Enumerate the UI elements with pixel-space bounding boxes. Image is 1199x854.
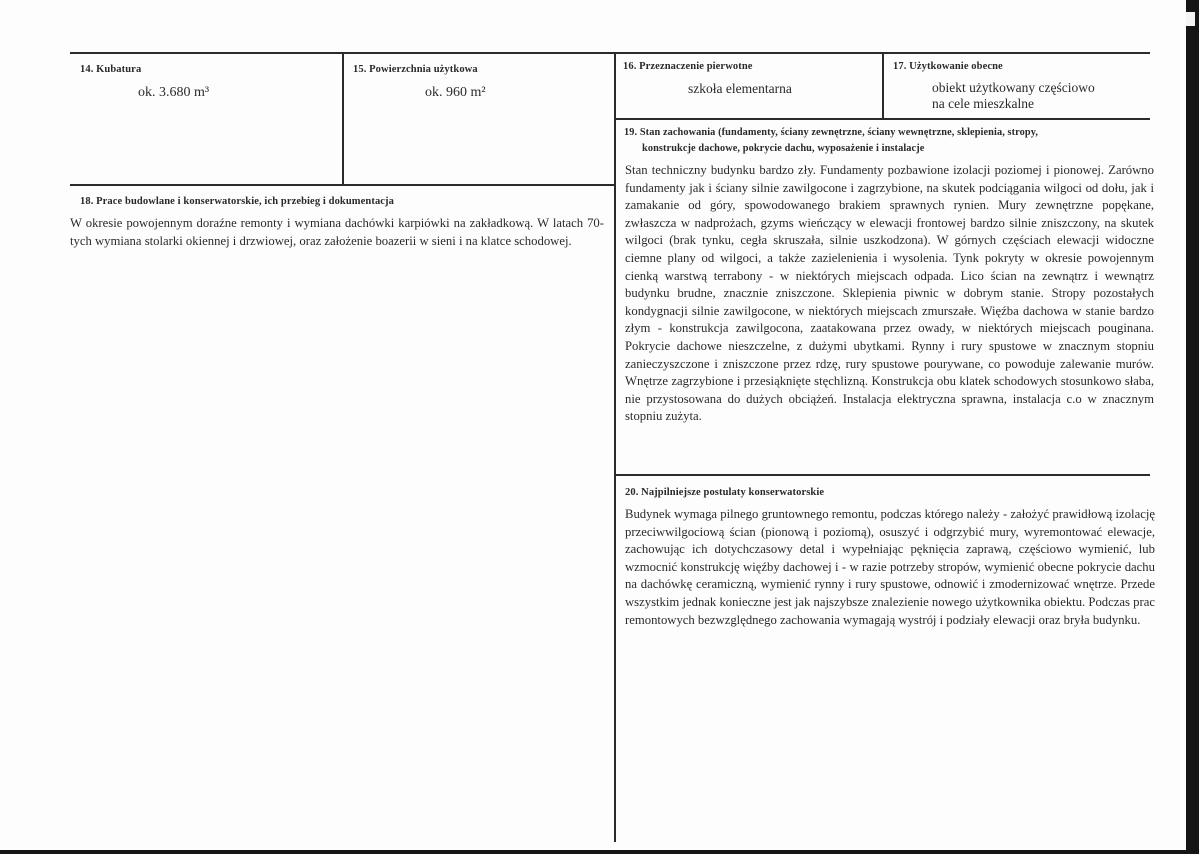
field-18-label: 18. Prace budowlane i konserwatorskie, ich przebieg i dokumentacja <box>80 196 395 207</box>
field-17-value-line1: obiekt użytkowany częściowo <box>932 80 1095 95</box>
rule-18-top <box>70 184 615 186</box>
field-15-label: 15. Powierzchnia użytkowa <box>353 64 478 75</box>
field-19-text: Stan techniczny budynku bardzo zły. Fundamenty pozbawione izolacji poziomej i pionowej. Zarówno fundamenty jak i ściany silnie zawilgocone i zagrzybione, na skutek podciągania wilgoci od dołu, jak i zamakanie od góry, spowodowanego brakiem sprawnych rynien. Mury zewnętrzne popękane, zwłaszcza w nadprożach, gzyms wieńczący w elewacji frontowej bardzo silnie zniszczony, na skutek wilgoci (brak tynku, cegła skruszała, silnie uszkodzona). W górnych częściach elewacji widoczne ciemne plany od wilgoci, a także zazielenienia i wysolenia. Tynk pokryty w okresie powojennym cienką warstwą terrabony - w niektórych miejscach odpada. Lico ścian na zewnątrz i wewnątrz budynku brudne, znacznie zniszczone. Sklepienia piwnic w dobrym stanie. Stropy pozostałych kondygnacji silnie zawilgocone, w niektórych miejscach zmurszałe. Więźba dachowa w stanie bardzo złym - konstrukcja zawilgocona, zaatakowana przez owady, w niektórych miejscach pouginana. Pokrycie dachowe nieszczelne, z dużymi ubytkami. Rynny i rury spustowe w znacznym stopniu zanieczyszczone i zniszczone przez rdzę, rury spustowe pourywane, co powoduje zalewanie murów. Wnętrze zagrzybione i przesiąknięte stęchlizną. Konstrukcja obu klatek schodowych stosunkowo słaba, nie przystosowana do dużych obciążeń. Instalacja elektryczna sprawna, instalacja c.o w znacznym stopniu zużyta. <box>625 163 1154 424</box>
top-rule <box>70 52 1150 54</box>
field-20-text: Budynek wymaga pilnego gruntownego remontu, podczas którego należy - założyć prawidłową izolację przeciwwilgociową ścian (pionową i poziomą), osuszyć i odgrzybić mury, wyremontować elewacje, zachowując ich dotychczasowy detal i wypełniając pęknięcia zaprawą, częściowo wymienić, lub wzmocnić konstrukcję więźby dachowej i - w razie potrzeby stropów, wymienić obecne pokrycie dachu na dachówkę ceramiczną, wymienić rynny i rury spustowe, odnowić i zmodernizować wnętrze. Przede wszystkim jednak konieczne jest jak najszybsze znalezienie nowego użytkownika obiektu. Podczas prac remontowych bezwzględnego zachowania wymagają wystrój i podziały elewacji oraz bryła budynku. <box>625 507 1155 627</box>
field-16-value: szkoła elementarna <box>688 81 792 96</box>
rule-20-top <box>614 474 1150 476</box>
field-17-value-line2: na cele mieszkalne <box>932 96 1034 111</box>
scan-edge-bottom <box>0 850 1199 854</box>
divider-16-17 <box>882 52 884 118</box>
field-18-text: W okresie powojennym doraźne remonty i wymiana dachówki karpiówki na zakładkową. W latach 70-tych wymiana stolarki okiennej i drzwiowej, oraz założenie boazerii w sieni i na klatce schodowej. <box>70 216 604 248</box>
field-19-label-line1: 19. Stan zachowania (fundamenty, ściany zewnętrzne, ściany wewnętrzne, sklepienia, stropy, <box>624 127 1039 138</box>
scan-edge-right <box>1186 0 1199 854</box>
field-15-value: ok. 960 m² <box>425 85 486 100</box>
field-16-label: 16. Przeznaczenie pierwotne <box>623 61 753 72</box>
field-14-value: ok. 3.680 m³ <box>138 85 210 100</box>
divider-15-16 <box>614 52 616 842</box>
scan-corner-mark <box>1186 12 1195 26</box>
field-14-label: 14. Kubatura <box>80 64 142 75</box>
field-17-label: 17. Użytkowanie obecne <box>893 61 1003 72</box>
divider-14-15 <box>342 52 344 184</box>
field-20-label: 20. Najpilniejsze postulaty konserwatorskie <box>625 487 825 498</box>
field-19-label-line2: konstrukcje dachowe, pokrycie dachu, wyposażenie i instalacje <box>642 143 925 154</box>
rule-under-16-17 <box>614 118 1150 120</box>
